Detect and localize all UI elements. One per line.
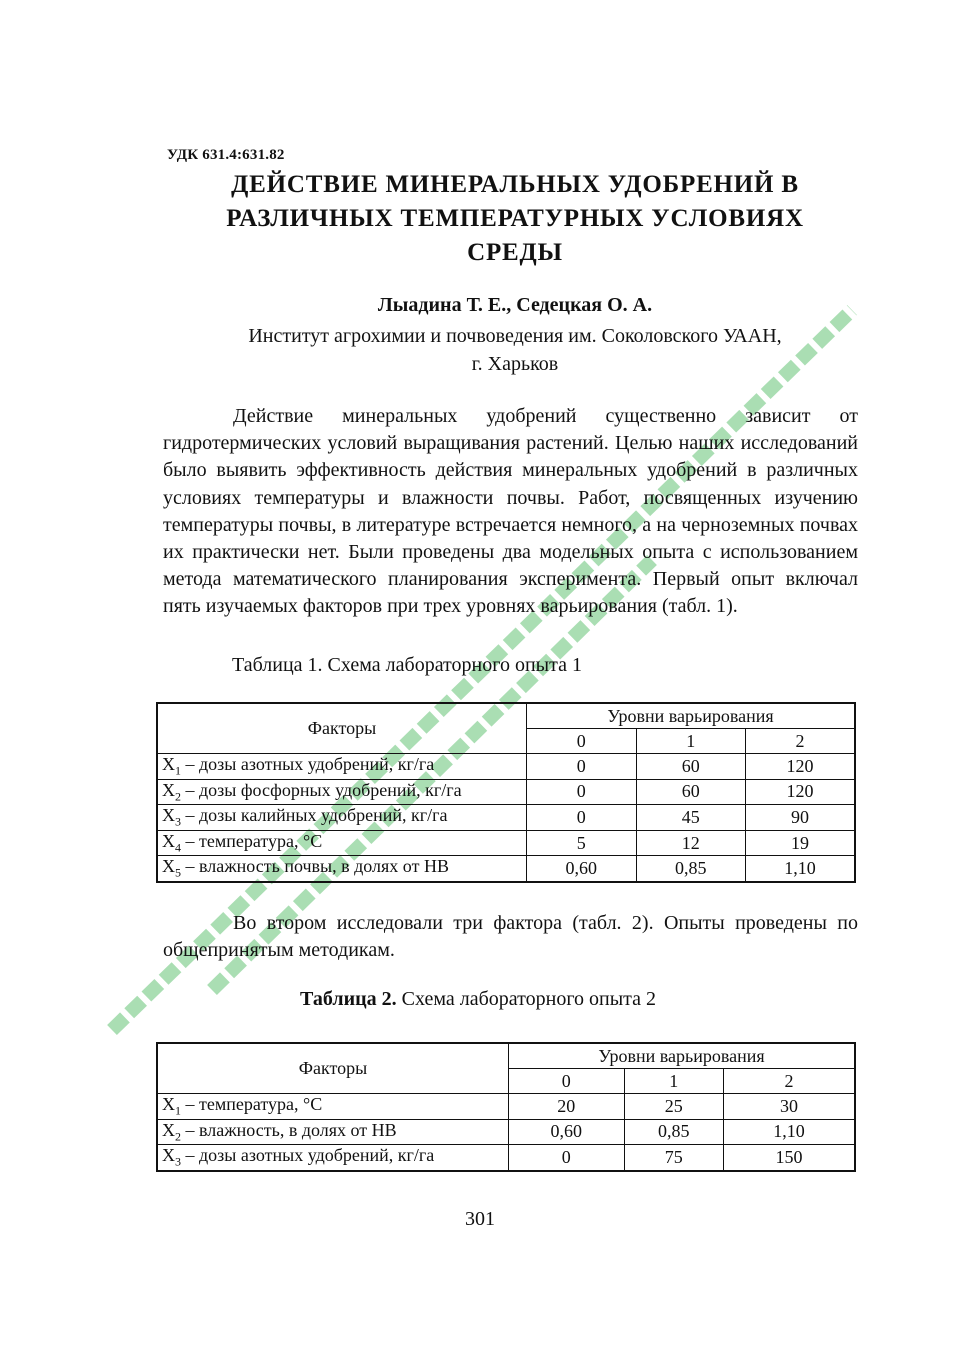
factor-symbol: X <box>162 779 175 800</box>
table1-caption <box>232 654 582 677</box>
title-line: СРЕДЫ <box>467 239 563 266</box>
value-cell: 75 <box>624 1145 724 1171</box>
table2-level-col: 0 <box>509 1069 624 1094</box>
factor-symbol: X <box>162 1094 175 1114</box>
factor-symbol: X <box>162 856 175 877</box>
factor-cell <box>157 1145 509 1171</box>
table1-header-factors: Факторы <box>157 703 527 754</box>
factor-cell <box>157 754 527 780</box>
factor-subscript: 4 <box>175 840 181 855</box>
table2-header-levels: Уровни варьирования <box>509 1043 855 1069</box>
value-cell: 1,10 <box>724 1119 855 1145</box>
factor-subscript: 5 <box>175 865 181 880</box>
factor-cell <box>157 1094 509 1120</box>
value-cell: 0,85 <box>624 1119 724 1145</box>
value-cell: 0 <box>527 805 636 831</box>
table2-caption-label: Таблица 2. <box>300 988 397 1010</box>
factor-cell <box>157 779 527 805</box>
factor-symbol: X <box>162 805 175 826</box>
table1-level-col: 2 <box>745 729 855 754</box>
table-row <box>157 1094 855 1120</box>
value-cell: 60 <box>636 754 745 780</box>
value-cell: 30 <box>724 1094 855 1120</box>
factor-subscript: 1 <box>175 1103 181 1118</box>
table1-level-col: 1 <box>636 729 745 754</box>
article-title <box>160 168 870 270</box>
page-number: 301 <box>465 1208 495 1230</box>
affiliation-line: Институт агрохимии и почвоведения им. Соколовского УААН, <box>248 325 782 347</box>
table2 <box>156 1042 856 1172</box>
factor-symbol: X <box>162 1119 175 1140</box>
value-cell: 5 <box>527 830 636 856</box>
factor-subscript: 2 <box>175 789 181 804</box>
table2-caption-text: Схема лабораторного опыта 2 <box>396 988 657 1010</box>
factor-cell <box>157 1119 509 1145</box>
affiliation <box>160 322 870 378</box>
factor-name: – температура, °С <box>181 1094 323 1114</box>
authors: Лыадина Т. Е., Седецкая О. А. <box>377 294 653 316</box>
table1-caption-label: Таблица 1. <box>232 654 323 676</box>
value-cell: 120 <box>745 779 855 805</box>
table2-level-col: 2 <box>724 1069 855 1094</box>
factor-cell <box>157 856 527 882</box>
value-cell: 90 <box>745 805 855 831</box>
value-cell: 0 <box>527 754 636 780</box>
value-cell: 120 <box>745 754 855 780</box>
table2-level-col: 1 <box>624 1069 724 1094</box>
value-cell: 0,85 <box>636 856 745 882</box>
factor-cell <box>157 805 527 831</box>
table-row <box>157 830 855 856</box>
udk-code: УДК 631.4:631.82 <box>167 147 285 163</box>
factor-subscript: 3 <box>175 814 181 829</box>
value-cell: 25 <box>624 1094 724 1120</box>
value-cell: 0 <box>527 779 636 805</box>
factor-name: – дозы фосфорных удобрений, кг/га <box>181 779 462 800</box>
value-cell: 1,10 <box>745 856 855 882</box>
value-cell: 150 <box>724 1145 855 1171</box>
factor-name: – температура, °С <box>181 830 323 851</box>
table-row <box>157 856 855 882</box>
value-cell: 12 <box>636 830 745 856</box>
table2-header-factors: Факторы <box>157 1043 509 1094</box>
factor-name: – дозы азотных удобрений, кг/га <box>181 754 435 774</box>
factor-cell <box>157 830 527 856</box>
table1-header-levels: Уровни варьирования <box>527 703 855 729</box>
table1-level-col: 0 <box>527 729 636 754</box>
affiliation-city: г. Харьков <box>471 353 559 375</box>
table1-caption-text: Схема лабораторного опыта 1 <box>322 654 582 676</box>
factor-symbol: X <box>162 754 175 774</box>
value-cell: 60 <box>636 779 745 805</box>
table-row <box>157 805 855 831</box>
factor-name: – дозы азотных удобрений, кг/га <box>181 1145 435 1166</box>
body-paragraph-1: Действие минеральных удобрений существенно зависит от гидротермических условий выращивания растений. Целью наших исследований было выявить эффективность действия минеральных удобрений в различных условиях температуры и влажности почвы. Работ, посвященных изучению температуры почвы, в литературе встречается немного, а на черноземных почвах их практически нет. Были проведены два модельных опыта с использованием метода математического планирования эксперимента. Первый опыт включал пять изучаемых факторов при трех уровнях варьирования (табл. 1). <box>163 405 858 618</box>
value-cell: 19 <box>745 830 855 856</box>
value-cell: 0 <box>509 1145 624 1171</box>
factor-subscript: 2 <box>175 1129 181 1144</box>
value-cell: 20 <box>509 1094 624 1120</box>
value-cell: 45 <box>636 805 745 831</box>
title-line: ДЕЙСТВИЕ МИНЕРАЛЬНЫХ УДОБРЕНИЙ В <box>231 171 799 198</box>
value-cell: 0,60 <box>527 856 636 882</box>
table1 <box>156 702 856 883</box>
factor-subscript: 1 <box>175 763 181 778</box>
table-row <box>157 779 855 805</box>
factor-symbol: X <box>162 830 175 851</box>
table-row <box>157 1119 855 1145</box>
factor-name: – дозы калийных удобрений, кг/га <box>181 805 448 826</box>
factor-name: – влажность, в долях от НВ <box>181 1119 397 1140</box>
body-paragraph-2: Во втором исследовали три фактора (табл. 2). Опыты проведены по общепринятым методикам. <box>163 912 858 962</box>
table2-caption <box>300 988 656 1011</box>
title-line: РАЗЛИЧНЫХ ТЕМПЕРАТУРНЫХ УСЛОВИЯХ <box>226 205 804 232</box>
table-row <box>157 1145 855 1171</box>
table-row <box>157 754 855 780</box>
factor-name: – влажность почвы, в долях от НВ <box>181 856 449 877</box>
factor-subscript: 3 <box>175 1154 181 1169</box>
value-cell: 0,60 <box>509 1119 624 1145</box>
factor-symbol: X <box>162 1145 175 1166</box>
